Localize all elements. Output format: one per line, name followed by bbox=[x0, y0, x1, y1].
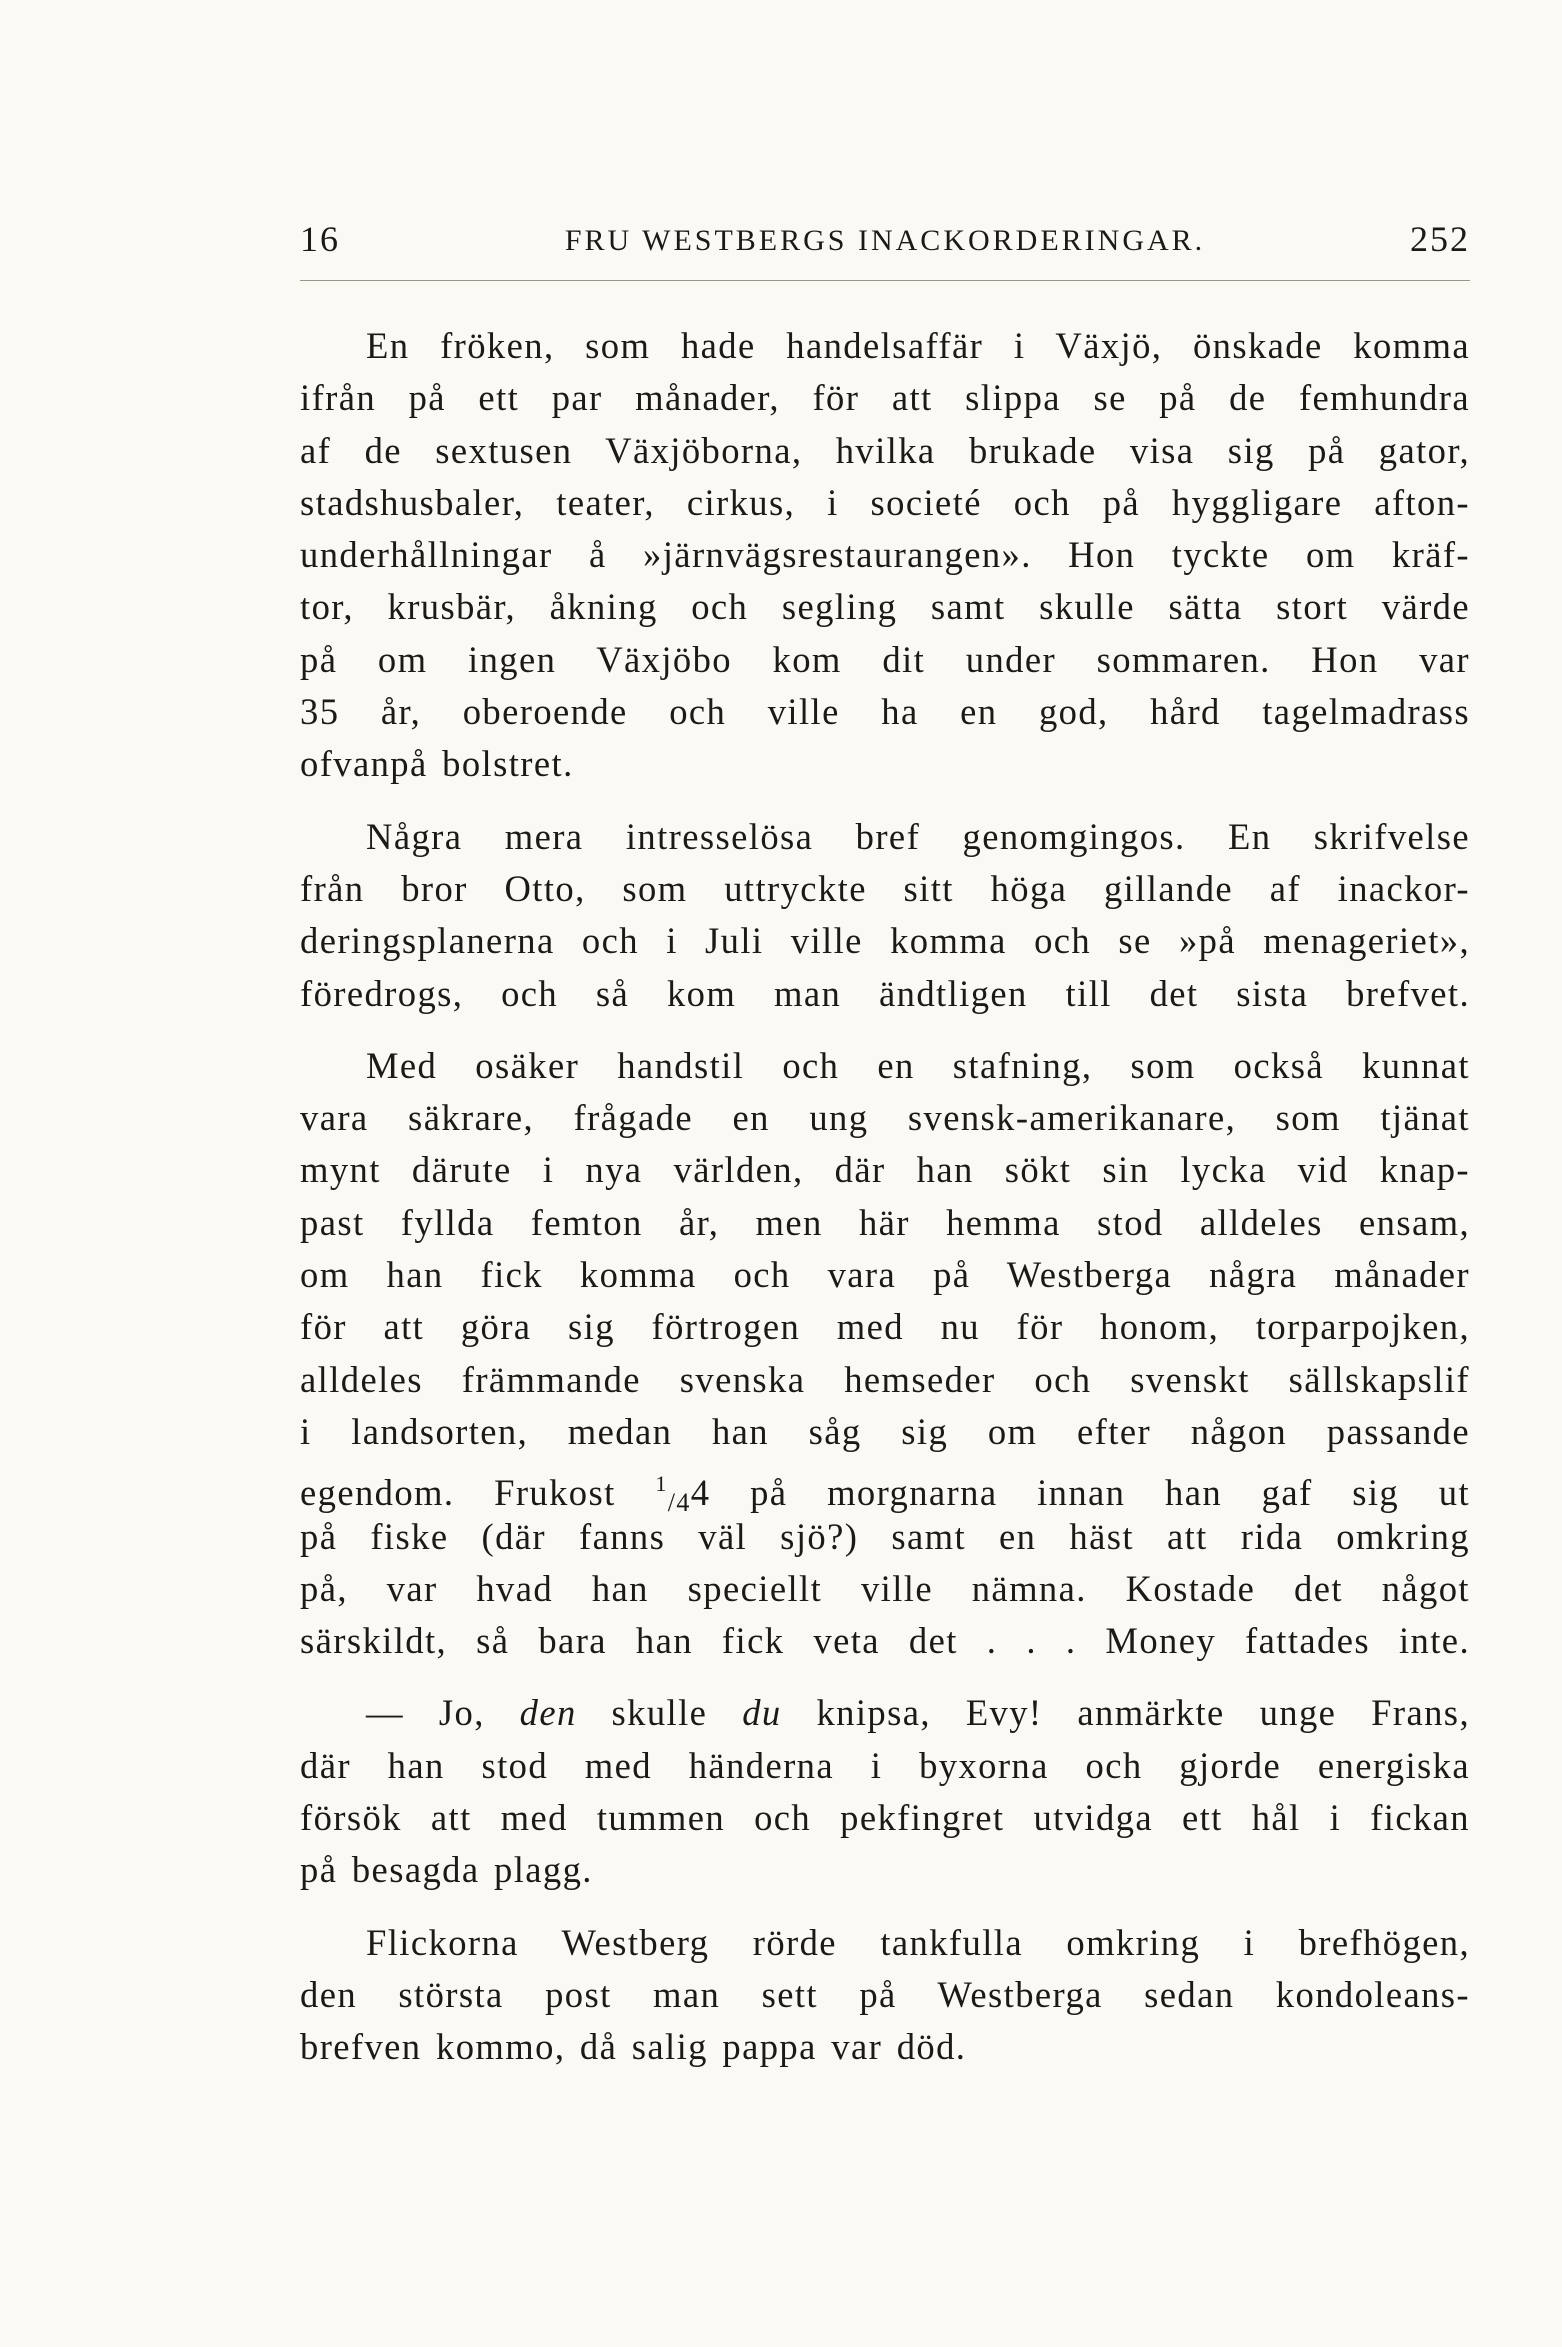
page-header bbox=[300, 218, 1470, 278]
text-line: ofvanpå bolstret. bbox=[300, 743, 574, 785]
fraction-denominator: /4 bbox=[667, 1488, 691, 1518]
text-line: på fiske (där fanns väl sjö?) samt en häst att rida omkring bbox=[300, 1515, 1470, 1557]
word: skulle bbox=[611, 1692, 708, 1734]
text-line: Några mera intresselösa bref genomgingos. En skrifvelse bbox=[366, 815, 1470, 857]
text-line: 35 år, oberoende och ville ha en god, hård tagelmadrass bbox=[300, 691, 1470, 733]
text-line: om han fick komma och vara på Westberga några månader bbox=[300, 1254, 1470, 1296]
italic-word: du bbox=[742, 1692, 782, 1734]
text-line: försök att med tummen och pekfingret utvidga ett hål i fickan bbox=[300, 1797, 1470, 1839]
running-title: FRU WESTBERGS INACKORDERINGAR. bbox=[564, 224, 1206, 257]
text-line: brefven kommo, då salig pappa var död. bbox=[300, 2026, 967, 2068]
text-line: underhållningar å »järnvägsrestaurangen». Hon tyckte om kräf- bbox=[300, 534, 1470, 576]
text-line: En fröken, som hade handelsaffär i Växjö, önskade komma bbox=[366, 325, 1470, 366]
text-line: i landsorten, medan han såg sig om efter någon passande bbox=[300, 1410, 1470, 1452]
page-number: 16 bbox=[300, 219, 340, 259]
fraction-numerator: 1 bbox=[655, 1471, 668, 1497]
text-line: där han stod med händerna i byxorna och gjorde energiska bbox=[300, 1744, 1470, 1786]
text-line: Med osäker handstil och en stafning, som också kunnat bbox=[366, 1044, 1470, 1086]
text-line: ifrån på ett par månader, för att slippa se på de femhundra bbox=[300, 377, 1470, 419]
body-text bbox=[300, 320, 1470, 2074]
text-line: för att göra sig förtrogen med nu för honom, torparpojken, bbox=[300, 1306, 1470, 1348]
text-line-fraction bbox=[300, 1458, 1471, 1518]
text-line: på, var hvad han speciellt ville nämna. Kostade det något bbox=[300, 1567, 1470, 1609]
text-line: Flickorna Westberg rörde tankfulla omkring i brefhögen, bbox=[366, 1921, 1470, 1963]
fraction-after: 4 på morgnarna innan han gaf sig ut bbox=[690, 1472, 1471, 1514]
text-line: den största post man sett på Westberga sedan kondoleans- bbox=[300, 1973, 1470, 2015]
italic-word: den bbox=[519, 1692, 577, 1734]
text-line: deringsplanerna och i Juli ville komma och se »på menageriet», bbox=[300, 920, 1470, 962]
dialogue-dash: — Jo, bbox=[366, 1692, 485, 1734]
text-line: på om ingen Växjöbo kom dit under sommaren. Hon var bbox=[300, 638, 1470, 680]
fraction-before: egendom. Frukost bbox=[300, 1472, 616, 1514]
text-line: tor, krusbär, åkning och segling samt skulle sätta stort värde bbox=[300, 586, 1470, 628]
dialogue-rest: knipsa, Evy! anmärkte unge Frans, bbox=[816, 1692, 1470, 1734]
text-line: särskildt, så bara han fick veta det . . . Money fattades inte. bbox=[300, 1620, 1470, 1662]
text-line: past fyllda femton år, men här hemma stod alldeles ensam, bbox=[300, 1201, 1470, 1243]
header-rule bbox=[300, 280, 1470, 281]
text-line: af de sextusen Växjöborna, hvilka brukade visa sig på gator, bbox=[300, 429, 1470, 471]
text-line: stadshusbaler, teater, cirkus, i societé och på hyggligare afton- bbox=[300, 481, 1470, 523]
text-line-dialogue bbox=[300, 1687, 1470, 1739]
text-line: från bror Otto, som uttryckte sitt höga gillande af inackor- bbox=[300, 867, 1470, 909]
text-line: på besagda plagg. bbox=[300, 1849, 593, 1891]
signature-mark: 252 bbox=[1410, 219, 1470, 259]
text-line: föredrogs, och så kom man ändtligen till det sista brefvet. bbox=[300, 972, 1470, 1014]
text-line: alldeles främmande svenska hemseder och svenskt sällskapslif bbox=[300, 1358, 1470, 1400]
text-line: vara säkrare, frågade en ung svensk-amerikanare, som tjänat bbox=[300, 1097, 1470, 1139]
text-line: mynt därute i nya världen, där han sökt sin lycka vid knap- bbox=[300, 1149, 1470, 1191]
